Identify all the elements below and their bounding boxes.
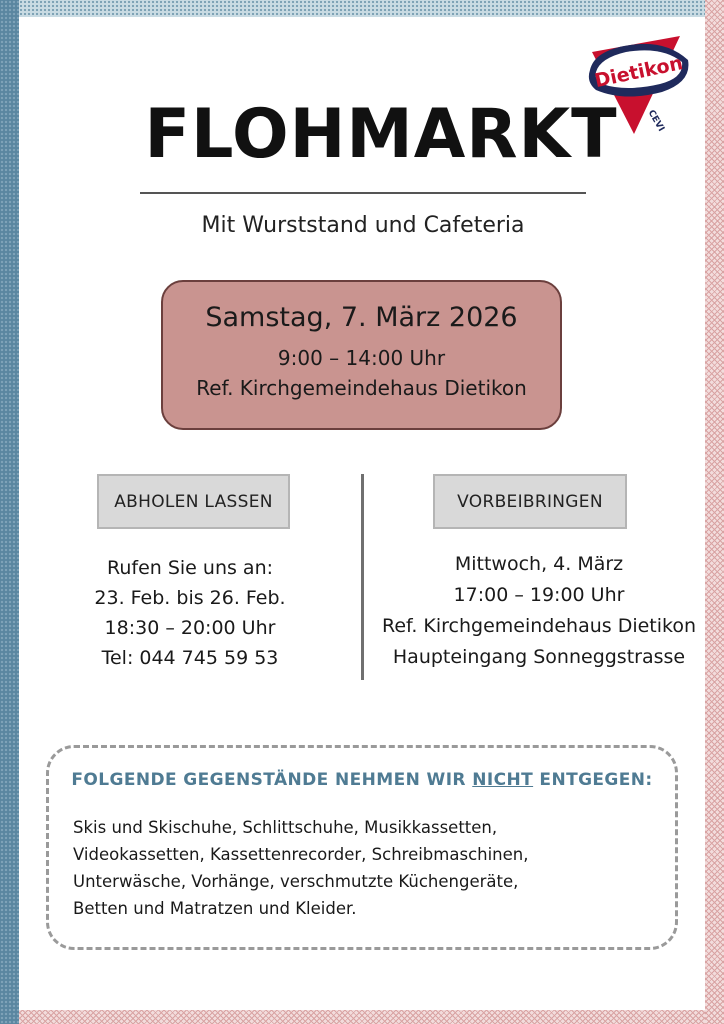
notice-line: Skis und Skischuhe, Schlittschuhe, Musikkassetten, bbox=[73, 818, 498, 837]
title-divider bbox=[140, 192, 586, 194]
notice-line: Betten und Matratzen und Kleider. bbox=[73, 899, 357, 918]
column-divider bbox=[361, 474, 364, 680]
left-border bbox=[0, 0, 19, 1024]
dropoff-details bbox=[372, 549, 706, 673]
pickup-line: Rufen Sie uns an: bbox=[106, 557, 274, 579]
logo-subtext: CEVI bbox=[645, 108, 666, 134]
pickup-label-box: ABHOLEN LASSEN bbox=[97, 474, 290, 529]
pickup-line: 18:30 – 20:00 Uhr bbox=[104, 617, 276, 639]
notice-line: Unterwäsche, Vorhänge, verschmutzte Küchengeräte, bbox=[73, 872, 519, 891]
subtitle: Mit Wurststand und Cafeteria bbox=[201, 213, 525, 238]
logo-text: Dietikon bbox=[592, 52, 685, 93]
event-date: Samstag, 7. März 2026 bbox=[205, 302, 518, 333]
notice-line: Videokassetten, Kassettenrecorder, Schreibmaschinen, bbox=[73, 845, 529, 864]
dropoff-label-box: VORBEIBRINGEN bbox=[433, 474, 627, 529]
pickup-details bbox=[70, 553, 310, 673]
notice-list bbox=[73, 814, 653, 922]
bottom-border bbox=[19, 1010, 705, 1024]
event-time: 9:00 – 14:00 Uhr bbox=[277, 346, 446, 370]
notice-heading-start: FOLGENDE GEGENSTÄNDE NEHMEN WIR bbox=[71, 770, 473, 790]
notice-heading-emphasis: NICHT bbox=[472, 770, 534, 790]
right-border bbox=[705, 0, 724, 1024]
pickup-line: 23. Feb. bis 26. Feb. bbox=[94, 587, 286, 609]
dropoff-line: Mittwoch, 4. März bbox=[454, 553, 624, 575]
dropoff-line: Haupteingang Sonneggstrasse bbox=[392, 646, 686, 668]
not-accepted-box bbox=[46, 745, 678, 950]
top-border bbox=[19, 0, 705, 17]
page-title: FLOHMARKT bbox=[144, 95, 618, 174]
event-location: Ref. Kirchgemeindehaus Dietikon bbox=[196, 376, 527, 400]
notice-heading bbox=[49, 770, 675, 790]
dropoff-line: Ref. Kirchgemeindehaus Dietikon bbox=[381, 615, 697, 637]
pickup-phone: Tel: 044 745 59 53 bbox=[101, 647, 279, 669]
event-info-box bbox=[161, 280, 562, 430]
dropoff-line: 17:00 – 19:00 Uhr bbox=[453, 584, 625, 606]
notice-heading-end: ENTGEGEN: bbox=[533, 770, 653, 790]
